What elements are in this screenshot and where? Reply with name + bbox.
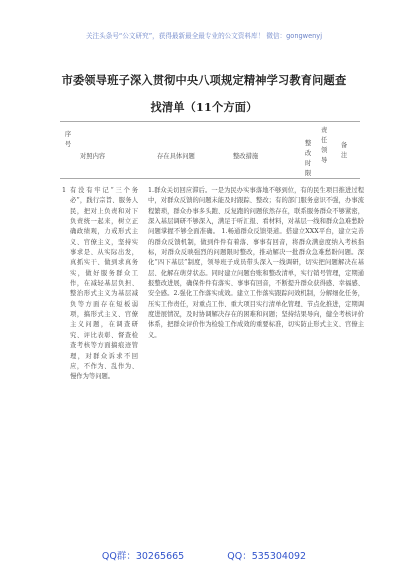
header-deadline: 整改时限 [305,140,312,177]
header-content: 对照内容 [80,153,106,160]
row-content: 有没有牢记“三个务必”，践行宗旨、服务人民，把对上负责和对下负责统一起来，树立正确政绩观，力戒形式主义、官僚主义，坚持实事求是、从实际出发，真抓实干、做到求真务实，做好服务群众工作，在减轻基层负担、整治形式主义为基层减负等方面存在短板弱项，搞形式主义、官僚主义问题，在调查研究、评比表彰、督查检查考核等方面搞痕迹管理，对群众诉求不回应，不作为、乱作为、慢作为等问题。 [70,187,138,381]
ad-footer-qq-group: QQ群：30265665 [101,551,185,562]
header-number: 序号 [64,131,72,148]
document-title-line2: 找清单（11个方面） [150,100,258,114]
row-measure: 1.畅通群众反馈渠道。搭建立XXX平台，建立完善的群众反馈机制，做到件件有着落、事事有回音，将群众满意度纳入考核指标，对群众反映强烈的问题限时整改，推动解决一批群众急难愁盼问题。深化“四下基层”制度，领导班子成员带头深入一线调研，切实把问题解决在基层、化解在萌芽状态。同时建立问题台账和整改清单，实行销号管理，定期通报整改进展，确保件件有落实、事事有回音，不断提升群众获得感、幸福感、安全感。2.强化工作落实成效。建立工作落实跟踪问效机制，分解细化任务，压实工作责任，对重点工作、重大项目实行清单化管理、节点化推进，定期调度进展情况，及时协调解决存在的困难和问题；坚持结果导向，健全考核评价体系，把群众评价作为检验工作成效的重要标准，切实防止形式主义、官僚主义。 [148,228,364,339]
header-measure: 整改措施 [233,153,259,160]
row-number: 1 [62,187,67,194]
header-responsible-leader: 责任领导 [321,127,328,164]
document-title-line1: 市委领导班子深入贯彻中央八项规定精神学习教育问题查 [61,73,347,87]
table-header-rule [60,178,360,179]
ad-footer [0,548,408,562]
header-remarks: 备注 [341,142,348,159]
ad-footer-qq: QQ：535304092 [227,551,307,562]
row-problem: 1.群众关切回应滞后。一是为民办实事落地不够到位，有的民生项目推进过程中，对群众反馈的问题未能及时跟踪、整改；有的部门服务意识不强，办事流程繁琐，群众办事多头跑、反复跑的问题依然存在，联系服务群众不够紧密，深入基层调研不够深入，满足于听汇报、看材料，对基层一线和群众急难愁盼问题掌握不够全面准确。 [148,187,364,236]
ad-banner: 关注头条号“公文研究”，获得最新最全最专业的公文资料库！ 微信：gongwenyj [85,32,323,40]
row-problem-and-measures [148,186,364,341]
header-problem: 存在具体问题 [157,153,195,160]
table-top-rule [60,121,360,122]
